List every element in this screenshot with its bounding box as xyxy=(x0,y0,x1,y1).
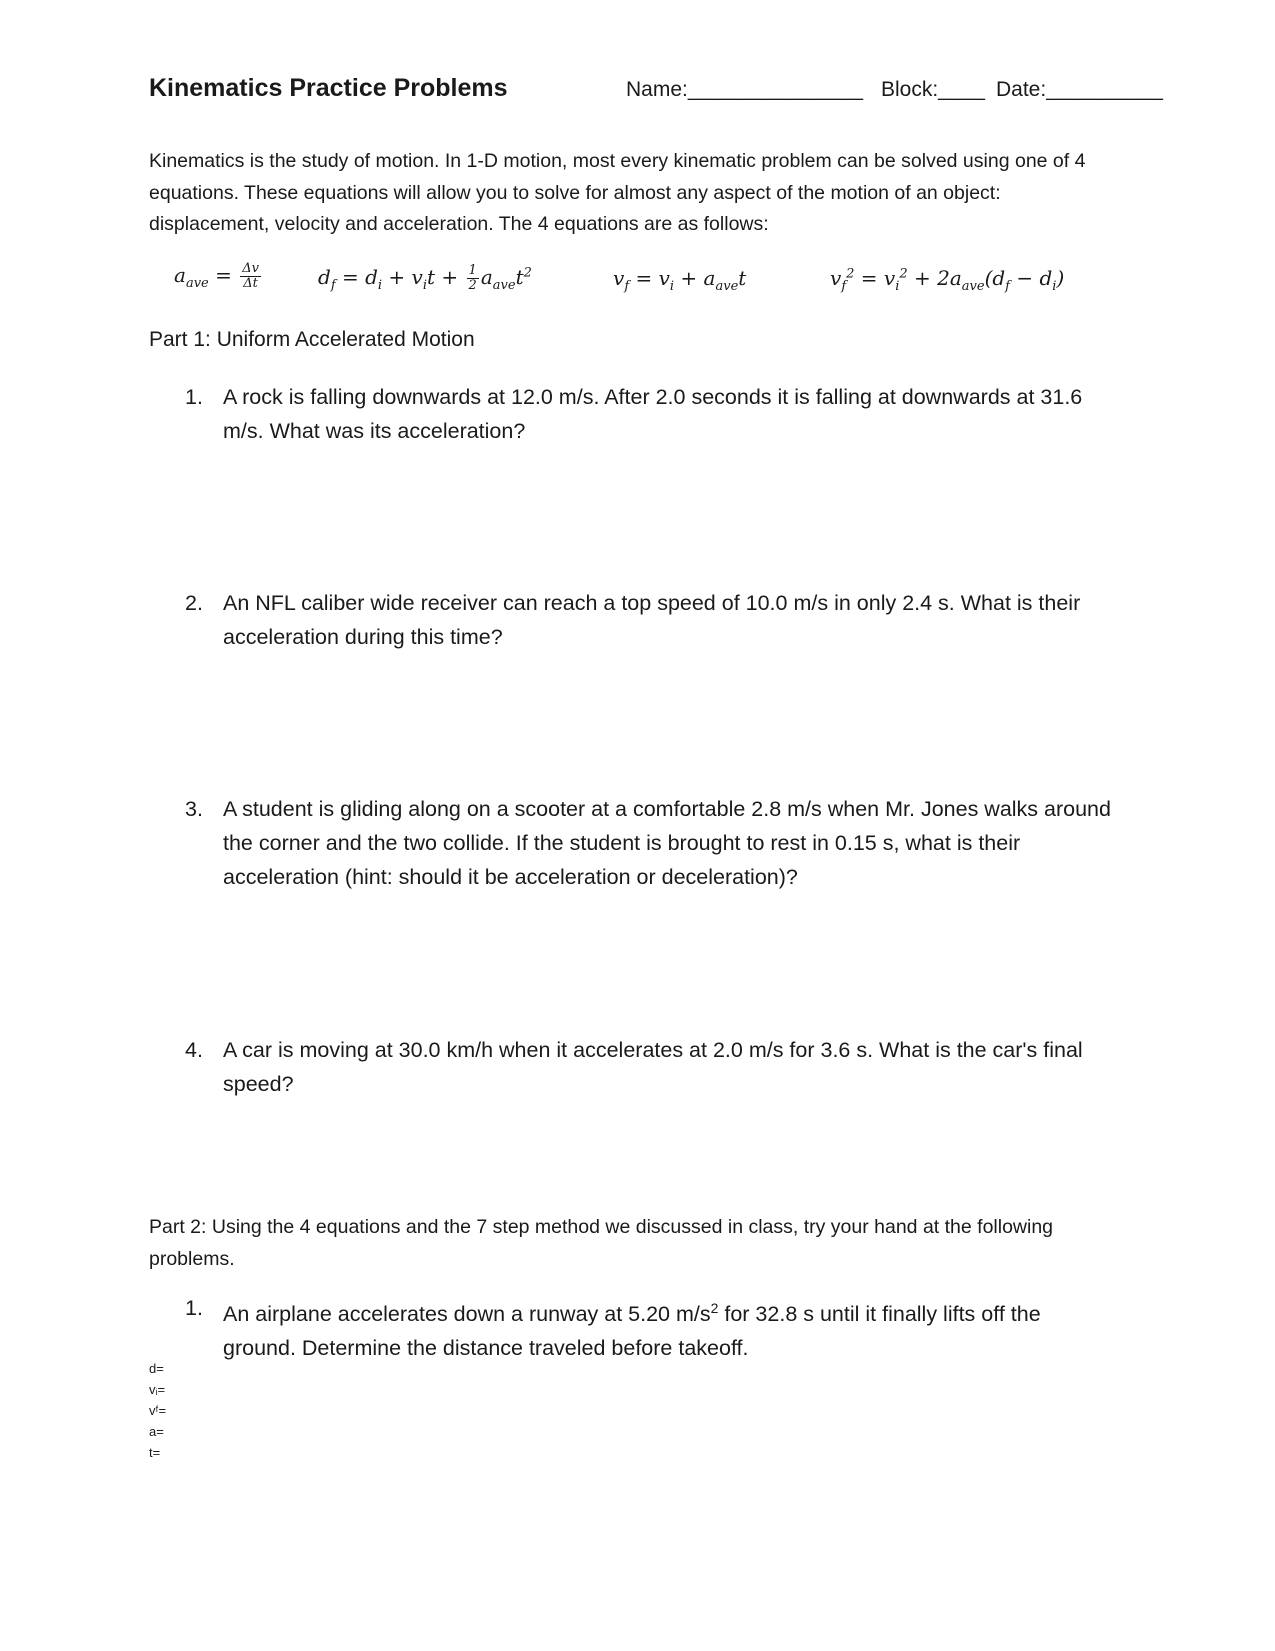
problem-text: A car is moving at 30.0 km/h when it accelerates at 2.0 m/s for 3.6 s. What is the car's final speed? xyxy=(223,1038,1083,1096)
equation-displacement: $d_f = d_i + v_it$ + $\frac{1}{2}$ $a_{ave}t^2$ xyxy=(318,263,532,293)
problem-number: 2. xyxy=(185,591,203,615)
equation-velocity-squared: $v_f^2 = v_i^2 + 2a_{ave}(d_f - d_i)$ xyxy=(830,266,1065,294)
problem-number: 3. xyxy=(185,797,203,821)
name-field[interactable]: Name:_______________ xyxy=(626,78,864,101)
problem-text-part-a: An airplane accelerates down a runway at 5.20 m/s xyxy=(223,1302,711,1327)
problem-item xyxy=(185,380,1115,448)
problem-text: An NFL caliber wide receiver can reach a top speed of 10.0 m/s in only 2.4 s. What is their acceleration during this time? xyxy=(223,591,1081,649)
page-title: Kinematics Practice Problems xyxy=(149,74,508,102)
equation-average-acceleration: $a_{ave}$ = $\frac{\Delta v}{\Delta t}$ xyxy=(174,261,259,291)
problem-number: 1. xyxy=(185,1296,203,1320)
variable-t: t= xyxy=(149,1445,161,1460)
variable-vf: vᶠ= xyxy=(149,1403,167,1418)
problem-item xyxy=(185,586,1115,654)
problem-item xyxy=(185,1033,1115,1101)
problem-text: A rock is falling downwards at 12.0 m/s. After 2.0 seconds it is falling at downwards at 31.6 m/s. What was its acceleration? xyxy=(223,385,1083,443)
problem-number: 1. xyxy=(185,385,203,409)
problem-text-part-b: for 32.8 s until it finally lifts off the ground. Determine the distance traveled before takeoff. xyxy=(223,1302,1041,1361)
problem-text: A student is gliding along on a scooter at a comfortable 2.8 m/s when Mr. Jones walks around the corner and the two collide. If the student is brought to rest in 0.15 s, what is their acceleration (hint: should it be acceleration or deceleration)? xyxy=(223,797,1111,889)
variable-vi: vᵢ= xyxy=(149,1382,166,1397)
problem-item xyxy=(185,1291,1115,1365)
variable-a: a= xyxy=(149,1424,164,1439)
part1-heading: Part 1: Uniform Accelerated Motion xyxy=(149,328,475,351)
exponent: 2 xyxy=(710,1300,719,1316)
date-field[interactable]: Date:__________ xyxy=(996,78,1163,101)
problem-number: 4. xyxy=(185,1038,203,1062)
part2-heading: Part 2: Using the 4 equations and the 7 step method we discussed in class, try your hand at the following problems. xyxy=(149,1216,1054,1270)
block-field[interactable]: Block:____ xyxy=(881,78,985,101)
intro-paragraph: Kinematics is the study of motion. In 1-D motion, most every kinematic problem can be solved using one of 4 equations. These equations will allow you to solve for almost any aspect of the motion of an object: displacement, velocity and acceleration. The 4 equations are as follows: xyxy=(149,150,1086,235)
problem-text xyxy=(223,1291,1115,1365)
variable-d: d= xyxy=(149,1361,164,1376)
problem-item xyxy=(185,792,1115,894)
equation-final-velocity: $v_f = v_i + a_{ave}t$ xyxy=(613,266,747,294)
variable-list xyxy=(149,1358,166,1463)
